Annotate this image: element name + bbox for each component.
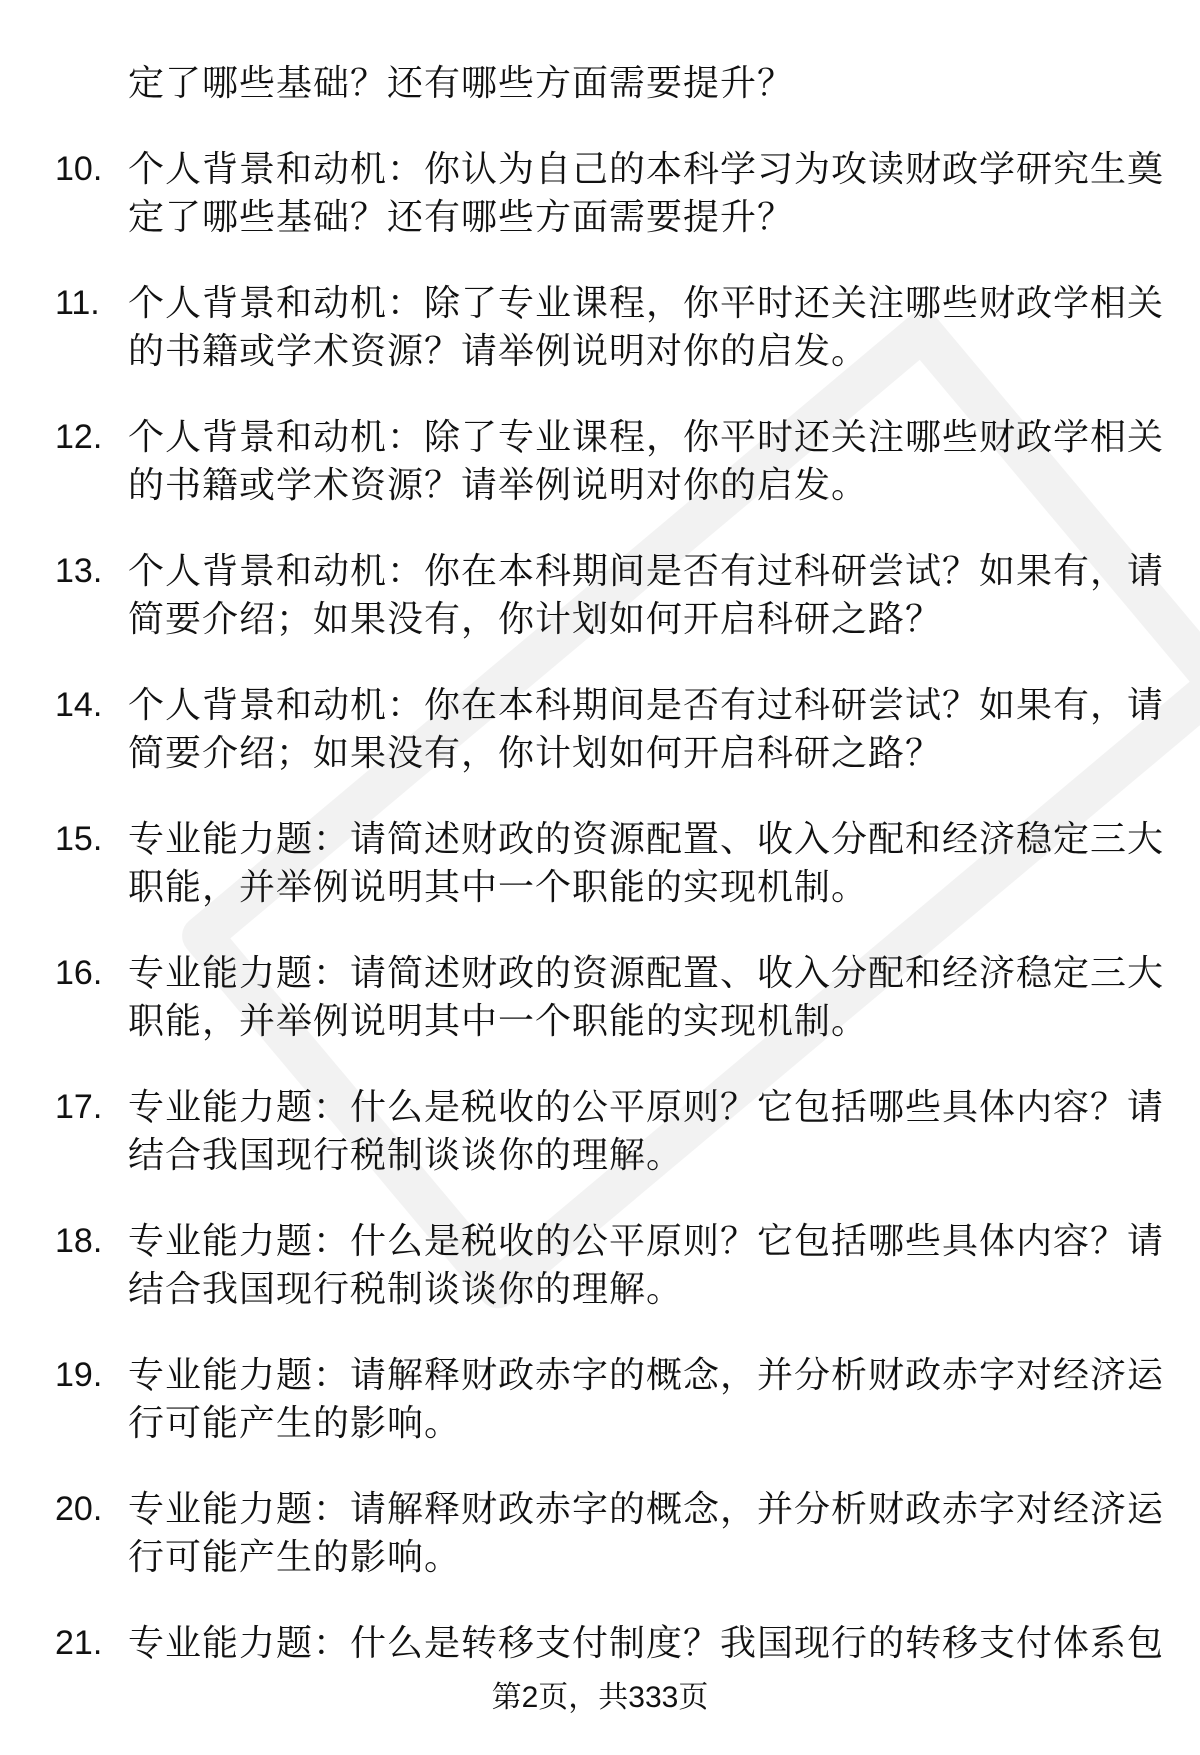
question-number: 20. xyxy=(55,1490,103,1528)
question-number: 13. xyxy=(55,552,103,590)
question-text-line: 专业能力题：请简述财政的资源配置、收入分配和经济稳定三大 xyxy=(128,818,1165,859)
question-text-line: 专业能力题：请解释财政赤字的概念，并分析财政赤字对经济运 xyxy=(128,1488,1165,1529)
question-number: 10. xyxy=(55,150,103,188)
question-text-line: 职能，并举例说明其中一个职能的实现机制。 xyxy=(128,1000,869,1041)
question-item xyxy=(0,815,1200,911)
question-text-line: 行可能产生的影响。 xyxy=(128,1402,462,1443)
question-number: 21. xyxy=(55,1624,103,1662)
question-number: 16. xyxy=(55,954,103,992)
question-text-line: 个人背景和动机：你在本科期间是否有过科研尝试？如果有，请 xyxy=(128,684,1165,725)
question-item xyxy=(0,1217,1200,1313)
question-text-line: 定了哪些基础？还有哪些方面需要提升？ xyxy=(128,196,795,237)
question-text-line: 专业能力题：请简述财政的资源配置、收入分配和经济稳定三大 xyxy=(128,952,1165,993)
continuation-line: 定了哪些基础？还有哪些方面需要提升？ xyxy=(128,62,795,103)
question-item xyxy=(0,413,1200,509)
question-text-line: 专业能力题：什么是税收的公平原则？它包括哪些具体内容？请 xyxy=(128,1220,1165,1261)
question-number: 11. xyxy=(55,284,100,322)
question-text-line: 的书籍或学术资源？请举例说明对你的启发。 xyxy=(128,464,869,505)
question-text-line: 专业能力题：什么是税收的公平原则？它包括哪些具体内容？请 xyxy=(128,1086,1165,1127)
question-number: 12. xyxy=(55,418,103,456)
question-text-line: 专业能力题：请解释财政赤字的概念，并分析财政赤字对经济运 xyxy=(128,1354,1165,1395)
question-text-line: 个人背景和动机：除了专业课程，你平时还关注哪些财政学相关 xyxy=(128,282,1165,323)
question-item xyxy=(0,145,1200,241)
question-number: 17. xyxy=(55,1088,103,1126)
question-text-line: 职能，并举例说明其中一个职能的实现机制。 xyxy=(128,866,869,907)
question-text-line: 个人背景和动机：你认为自己的本科学习为攻读财政学研究生奠 xyxy=(128,148,1165,189)
question-text-line: 专业能力题：什么是转移支付制度？我国现行的转移支付体系包 xyxy=(128,1622,1165,1663)
question-number: 18. xyxy=(55,1222,103,1260)
question-text-line: 行可能产生的影响。 xyxy=(128,1536,462,1577)
question-text-line: 结合我国现行税制谈谈你的理解。 xyxy=(128,1134,684,1175)
question-text-line: 简要介绍；如果没有，你计划如何开启科研之路？ xyxy=(128,598,943,639)
question-number: 15. xyxy=(55,820,103,858)
question-item xyxy=(0,1485,1200,1581)
question-text-line: 简要介绍；如果没有，你计划如何开启科研之路？ xyxy=(128,732,943,773)
question-item xyxy=(0,1619,1200,1667)
question-number: 19. xyxy=(55,1356,103,1394)
question-text-line: 结合我国现行税制谈谈你的理解。 xyxy=(128,1268,684,1309)
question-item xyxy=(0,949,1200,1045)
question-text-line: 个人背景和动机：除了专业课程，你平时还关注哪些财政学相关 xyxy=(128,416,1165,457)
question-text-line: 个人背景和动机：你在本科期间是否有过科研尝试？如果有，请 xyxy=(128,550,1165,591)
question-item xyxy=(0,681,1200,777)
question-list xyxy=(0,59,1200,1667)
question-item xyxy=(0,1083,1200,1179)
question-item xyxy=(0,547,1200,643)
question-item xyxy=(0,279,1200,375)
question-number: 14. xyxy=(55,686,103,724)
question-text-line: 的书籍或学术资源？请举例说明对你的启发。 xyxy=(128,330,869,371)
question-item xyxy=(0,1351,1200,1447)
page-footer: 第2页，共333页 xyxy=(491,1681,709,1714)
